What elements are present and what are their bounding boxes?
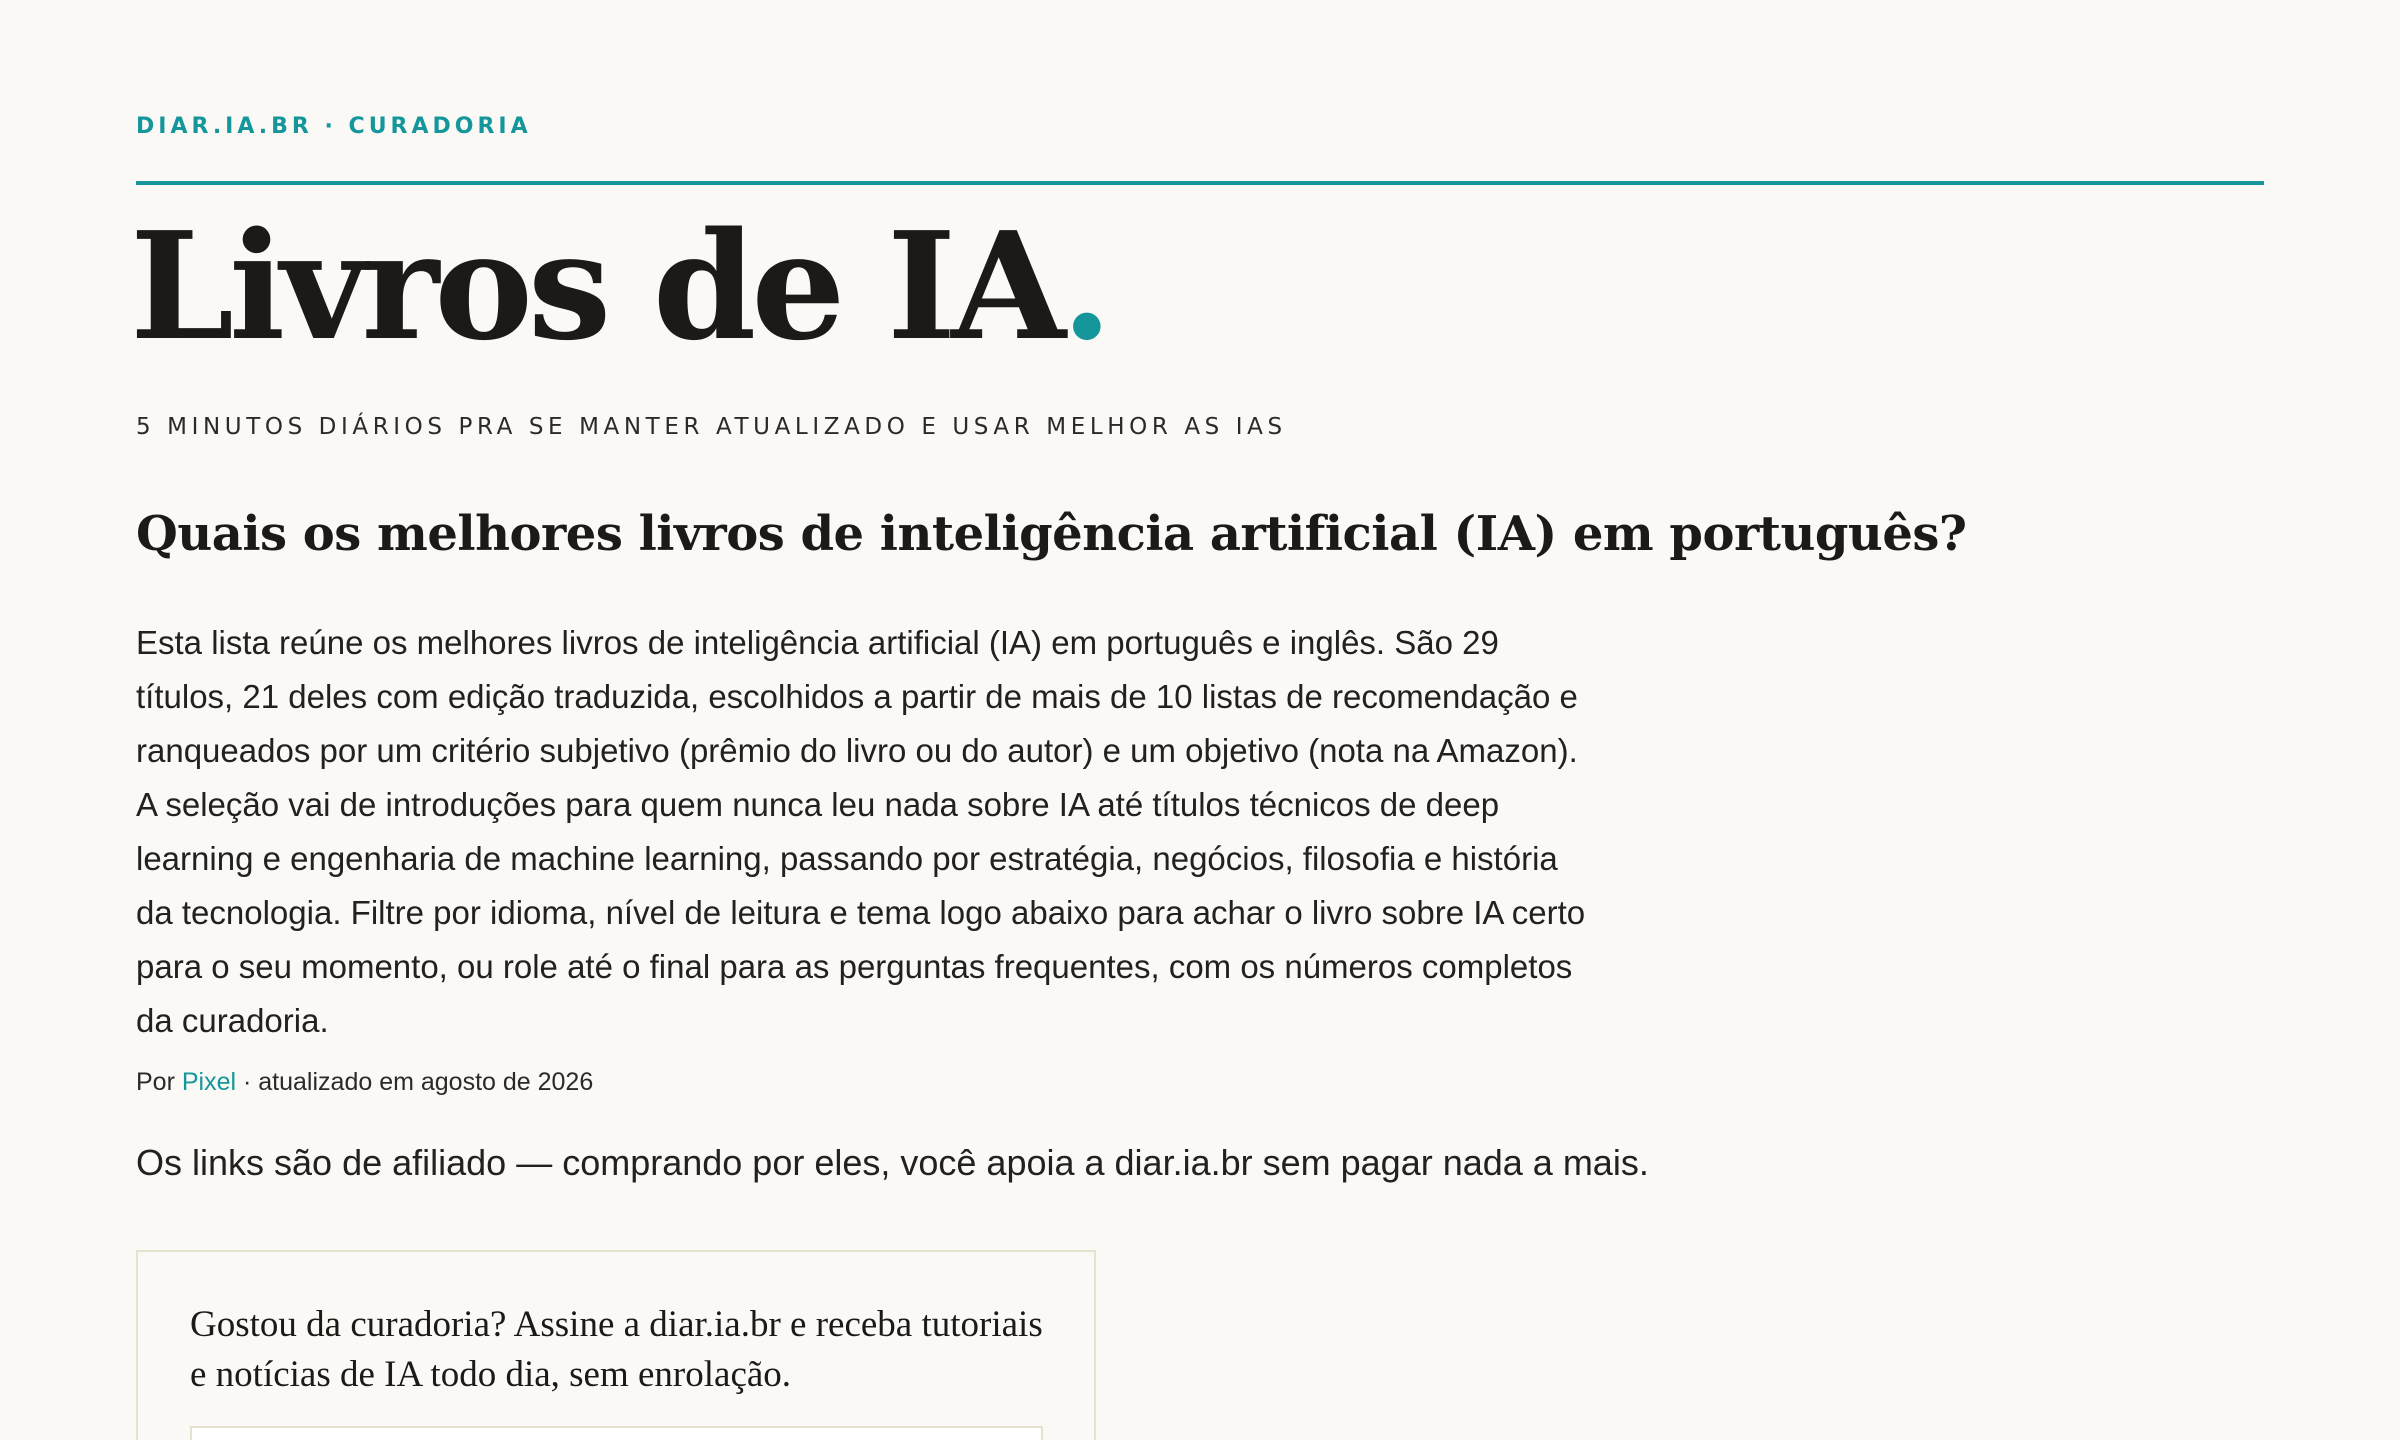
site-title-text: Livros de IA <box>130 199 1062 373</box>
header-divider <box>136 181 2264 185</box>
site-tagline: 5 MINUTOS DIÁRIOS PRA SE MANTER ATUALIZADO E USAR MELHOR AS IAS <box>136 414 1287 440</box>
byline <box>136 1068 593 1097</box>
byline-updated: · atualizado em agosto de 2026 <box>243 1068 594 1096</box>
article-headline: Quais os melhores livros de inteligência artificial (IA) em português? <box>136 506 1967 562</box>
site-eyebrow: DIAR.IA.BR · CURADORIA <box>136 114 532 139</box>
newsletter-cta <box>136 1250 1096 1440</box>
author-link[interactable]: Pixel <box>181 1068 237 1096</box>
affiliate-note: Os links são de afiliado — comprando por eles, você apoia a diar.ia.br sem pagar nada a mais. <box>136 1142 1649 1183</box>
site-title-dot: . <box>1061 199 1108 373</box>
site-title <box>130 199 1108 373</box>
newsletter-email-input[interactable] <box>190 1426 1043 1440</box>
byline-prefix: Por <box>136 1068 175 1096</box>
newsletter-cta-text: Gostou da curadoria? Assine a diar.ia.br e receba tutoriais e notícias de IA todo dia, sem enrolação. <box>190 1304 1043 1395</box>
article-intro: Esta lista reúne os melhores livros de inteligência artificial (IA) em português e inglês. São 29 títulos, 21 deles com edição traduzida, escolhidos a partir de mais de 10 listas de recomendação e ranqueados por um critério subjetivo (prêmio do livro ou do autor) e um objetivo (nota na Amazon). A seleção vai de introduções para quem nunca leu nada sobre IA até títulos técnicos de deep learning e engenharia de machine learning, passando por estratégia, negócios, filosofia e história da tecnologia. Filtre por idioma, nível de leitura e tema logo abaixo para achar o livro sobre IA certo para o seu momento, ou role até o final para as perguntas frequentes, com os números completos da curadoria. <box>136 624 1586 1039</box>
